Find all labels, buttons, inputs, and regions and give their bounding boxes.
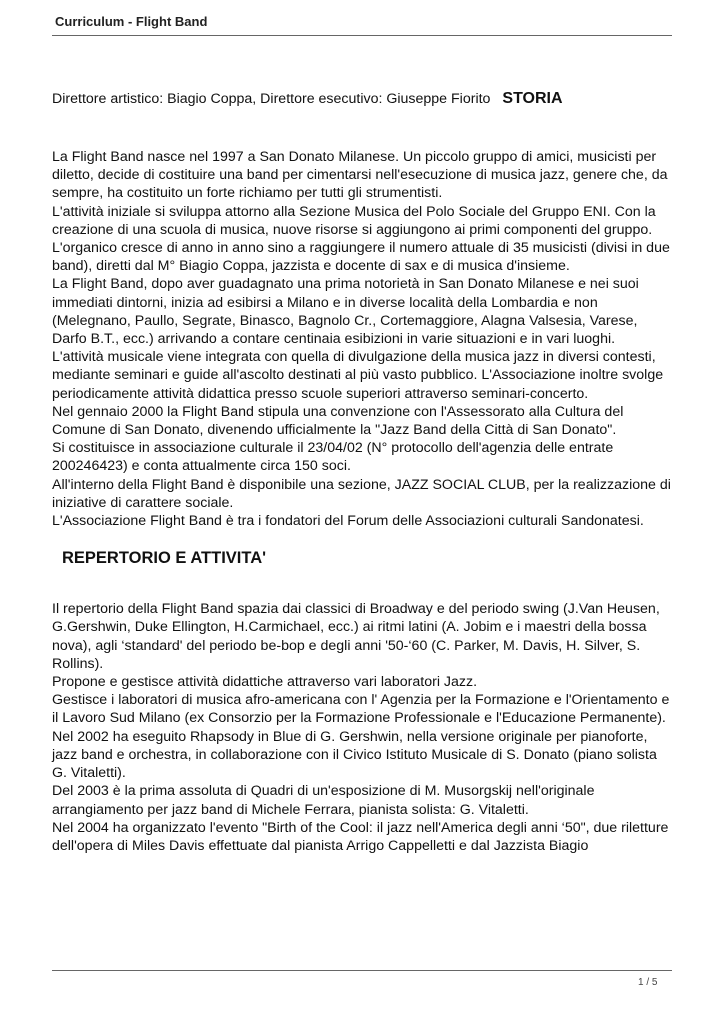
directors-line — [52, 90, 672, 116]
paragraph: Nel 2004 ha organizzato l'evento "Birth of the Cool: il jazz nell'America degli anni ‘50", due riletture dell'opera di Miles Davis effettuate dal pianista Arrigo Cappelletti e dal Jazzista Biagio — [52, 819, 669, 854]
paragraph: Si costituisce in associazione culturale il 23/04/02 (N° protocollo dell'agenzia delle entrate 200246423) e conta attualmente circa 150 soci. — [52, 440, 614, 475]
storia-section — [52, 148, 672, 530]
paragraph: All'interno della Flight Band è disponibile una sezione, JAZZ SOCIAL CLUB, per la realizzazione di iniziative di carattere sociale. — [52, 476, 671, 511]
paragraph: Gestisce i laboratori di musica afro-americana con l' Agenzia per la Formazione e l'Orientamento e il Lavoro Sud Milano (ex Consorzio per la Formazione Professionale e l'Educazione Permanente). — [52, 692, 670, 727]
document-body — [52, 90, 672, 855]
paragraph: L'attività iniziale si sviluppa attorno alla Sezione Musica del Polo Sociale del Gruppo ENI. Con la creazione di una scuola di musica, nuove risorse si aggiungono ai primi componenti del gruppo. — [52, 203, 656, 238]
repertorio-heading: REPERTORIO E ATTIVITA' — [62, 549, 267, 568]
directors-text: Direttore artistico: Biagio Coppa, Direttore esecutivo: Giuseppe Fiorito — [52, 91, 491, 107]
paragraph: L'organico cresce di anno in anno sino a raggiungere il numero attuale di 35 musicisti (divisi in due band), diretti dal M° Biagio Coppa, jazzista e docente di sax e di musica d'insieme. — [52, 240, 670, 275]
paragraph: Il repertorio della Flight Band spazia dai classici di Broadway e del periodo swing (J.Van Heusen, G.Gershwin, Duke Ellington, H.Carmichael, ecc.) ai ritmi latini (A. Jobim e i maestri della bossa nova), agli ‘standard' del periodo be-bop e degli anni '50-‘60 (C. Parker, M. Davis, H. Silver, S. Rollins). — [52, 601, 660, 672]
paragraph: L'Associazione Flight Band è tra i fondatori del Forum delle Associazioni culturali Sandonatesi. — [52, 513, 644, 530]
paragraph: L'attività musicale viene integrata con quella di divulgazione della musica jazz in diversi contesti, mediante seminari e guide all'ascolto destinati al più vasto pubblico. L'Associazione inoltre svolge periodicamente attività didattica presso scuole superiori attraverso seminari-concerto. — [52, 349, 664, 402]
paragraph: Del 2003 è la prima assoluta di Quadri di un'esposizione di M. Musorgskij nell'originale arrangiamento per jazz band di Michele Ferrara, pianista solista: G. Vitaletti. — [52, 783, 595, 818]
paragraph: La Flight Band, dopo aver guadagnato una prima notorietà in San Donato Milanese e nei suoi immediati dintorni, inizia ad esibirsi a Milano e in diverse località della Lombardia e non (Melegnano, Paullo, Segrate, Binasco, Bagnolo Cr., Cortemaggiore, Alagna Valsesia, Varese, Darfo B.T., ecc.) arrivando a contare centinaia esibizioni in varie situazioni e in vari luoghi. — [52, 276, 639, 348]
paragraph: Nel gennaio 2000 la Flight Band stipula una convenzione con l'Assessorato alla Cultura del Comune di San Donato, divenendo ufficialmente la "Jazz Band della Città di San Donato". — [52, 403, 624, 439]
paragraph: Nel 2002 ha eseguito Rhapsody in Blue di G. Gershwin, nella versione originale per pianoforte, jazz band e orchestra, in collaborazione con il Civico Istituto Musicale di S. Donato (piano solista G. Vitaletti). — [52, 728, 657, 782]
repertorio-section — [52, 600, 672, 855]
document-header-title: Curriculum - Flight Band — [55, 14, 208, 29]
header-divider — [52, 35, 672, 36]
paragraph: La Flight Band nasce nel 1997 a San Donato Milanese. Un piccolo gruppo di amici, musicisti per diletto, decide di costituire una band per cimentarsi nell'esecuzione di musica jazz, genere che, da sempre, ha costituito un forte richiamo per tutti gli strumentisti. — [52, 149, 668, 202]
storia-heading: STORIA — [502, 90, 563, 107]
paragraph: Propone e gestisce attività didattiche attraverso vari laboratori Jazz. — [52, 674, 478, 691]
page-number: 1 / 5 — [638, 977, 658, 988]
footer-divider — [52, 970, 672, 971]
